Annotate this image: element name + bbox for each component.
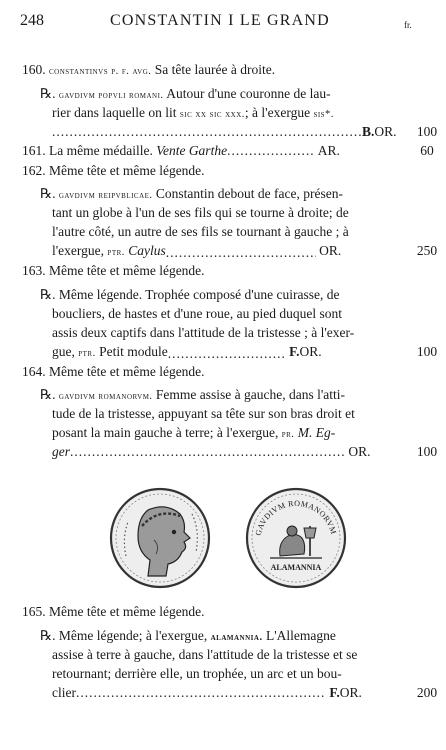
entry-165-reverse-2: assise à terre à gauche, dans l'attitude de la tristesse et se	[52, 647, 358, 662]
entry-description: Même tête et même légende.	[49, 604, 205, 619]
entry-number: 160.	[22, 62, 46, 77]
running-header	[0, 6, 446, 30]
entry-163-obverse	[22, 261, 205, 280]
entry-160-price: 100	[416, 124, 438, 139]
entry-160-reverse-2	[52, 103, 334, 122]
coin-exergue-text: ALAMANNIA	[270, 563, 322, 572]
metal: OR.	[374, 124, 397, 139]
entry-161	[22, 141, 340, 160]
entry-163-reverse-1	[40, 285, 339, 304]
obverse-description: Sa tête laurée à droite.	[154, 62, 276, 77]
coin-obverse-image	[108, 486, 212, 590]
reverse-text: clier	[52, 685, 76, 700]
reverse-text: l'exergue,	[52, 243, 105, 258]
entry-164-price: 100	[416, 444, 438, 459]
leader-dots	[168, 344, 286, 363]
entry-162-price: 250	[416, 243, 438, 258]
exergue-mark: pr.	[281, 429, 295, 440]
entry-162-reverse-4	[52, 241, 341, 260]
entry-164-obverse	[22, 362, 205, 381]
metal: OR.	[299, 344, 322, 359]
entry-164-reverse-1	[40, 385, 345, 404]
reverse-legend: gavdivm popvli romani.	[58, 90, 164, 101]
entry-160-value-line	[52, 122, 397, 141]
entry-165-reverse-4	[52, 683, 362, 702]
entry-number: 162.	[22, 163, 46, 178]
reverse-description: Constantin debout de face, présen-	[155, 186, 343, 201]
coin-reverse-legend-text: GAVDIVM ROMANORVM	[253, 498, 339, 537]
currency-label: fr.	[404, 20, 412, 30]
reverse-text: gue,	[52, 344, 75, 359]
exergue-mark: sis*.	[313, 109, 334, 120]
reverse-text: ; à l'exergue	[244, 105, 311, 120]
entry-160-obverse	[22, 60, 275, 79]
reverse-text: Même légende; à l'exergue,	[58, 628, 208, 643]
metal: OR.	[339, 685, 362, 700]
reverse-symbol: ℞.	[40, 287, 56, 302]
rarity-mark: B.	[362, 124, 375, 139]
metal: AR.	[317, 143, 340, 158]
leader-dots	[76, 683, 326, 702]
reverse-legend: gavdivm reipvblicae.	[58, 190, 153, 201]
entry-163-price: 100	[416, 344, 438, 359]
coin-reverse-image	[244, 486, 348, 590]
entry-161-price: 60	[420, 143, 434, 158]
metal: OR.	[348, 444, 371, 459]
entry-description: Même tête et même légende.	[49, 364, 205, 379]
reverse-symbol: ℞.	[40, 628, 56, 643]
leader-dots	[166, 243, 316, 262]
entry-162-reverse-2: tant un globe à l'un de ses fils qui se tourne à droite; de	[52, 205, 349, 220]
entry-163-reverse-2: boucliers, de hastes et d'une roue, au pied duquel sont	[52, 306, 342, 321]
provenance: Vente Garthe	[156, 143, 228, 158]
entry-description: Même tête et même légende.	[49, 263, 205, 278]
entry-163-reverse-4	[52, 342, 322, 361]
entry-number: 164.	[22, 364, 46, 379]
metal: OR.	[319, 243, 342, 258]
entry-162-reverse-1	[40, 184, 343, 203]
entry-description: Même tête et même légende.	[49, 163, 205, 178]
entry-165-reverse-3: retournant; derrière elle, un trophée, un arc et un bou-	[52, 666, 342, 681]
entry-165-reverse-1	[40, 626, 336, 645]
entry-number: 163.	[22, 263, 46, 278]
provenance: Caylus	[128, 243, 166, 258]
reverse-text: rier dans laquelle on lit	[52, 105, 177, 120]
entry-164-reverse-3	[52, 423, 335, 442]
reverse-legend: gavdivm romanorvm.	[58, 391, 153, 402]
exergue-mark: ptr.	[78, 348, 96, 359]
entry-number: 165.	[22, 604, 46, 619]
entry-163-reverse-3: assis deux captifs dans l'attitude de la tristesse ; à l'exer-	[52, 325, 355, 340]
entry-165-price: 200	[416, 685, 438, 700]
leader-dots	[52, 122, 362, 141]
entry-160-reverse-1	[40, 84, 331, 103]
reverse-description: Même légende. Trophée composé d'une cuirasse, de	[58, 287, 340, 302]
provenance: ger	[52, 444, 70, 459]
reverse-description: Femme assise à gauche, dans l'atti-	[155, 387, 346, 402]
leader-dots	[227, 141, 315, 160]
reverse-description: Autour d'une couronne de lau-	[166, 86, 331, 101]
entry-162-reverse-3: l'autre côté, un autre de ses fils se tournant à gauche ; à	[52, 224, 349, 239]
entry-165-obverse	[22, 602, 205, 621]
reverse-symbol: ℞.	[40, 186, 56, 201]
coin-illustrations	[108, 486, 348, 594]
entry-164-reverse-2: tude de la tristesse, appuyant sa tête sur son bras droit et	[52, 406, 355, 421]
exergue-mark: ptr.	[107, 247, 125, 258]
entry-164-reverse-4	[52, 442, 371, 461]
provenance: M. Eg-	[297, 425, 336, 440]
obverse-legend: constantinvs p. f. avg.	[49, 66, 152, 77]
entry-162-obverse	[22, 161, 205, 180]
page-number: 248	[20, 12, 44, 29]
leader-dots	[70, 442, 345, 461]
reverse-legend-inscription: sic xx sic xxx.	[179, 109, 245, 120]
entry-number: 161.	[22, 143, 46, 158]
running-title: CONSTANTIN I LE GRAND	[110, 12, 330, 29]
module-note: Petit module	[99, 344, 168, 359]
rarity-mark: F.	[289, 344, 300, 359]
reverse-description: L'Allemagne	[265, 628, 336, 643]
reverse-symbol: ℞.	[40, 387, 56, 402]
reverse-symbol: ℞.	[40, 86, 56, 101]
rarity-mark: F.	[329, 685, 340, 700]
entry-description: La même médaille.	[49, 143, 153, 158]
exergue-mark: alamannia.	[210, 632, 263, 643]
reverse-text: posant la main gauche à terre; à l'exergue,	[52, 425, 279, 440]
